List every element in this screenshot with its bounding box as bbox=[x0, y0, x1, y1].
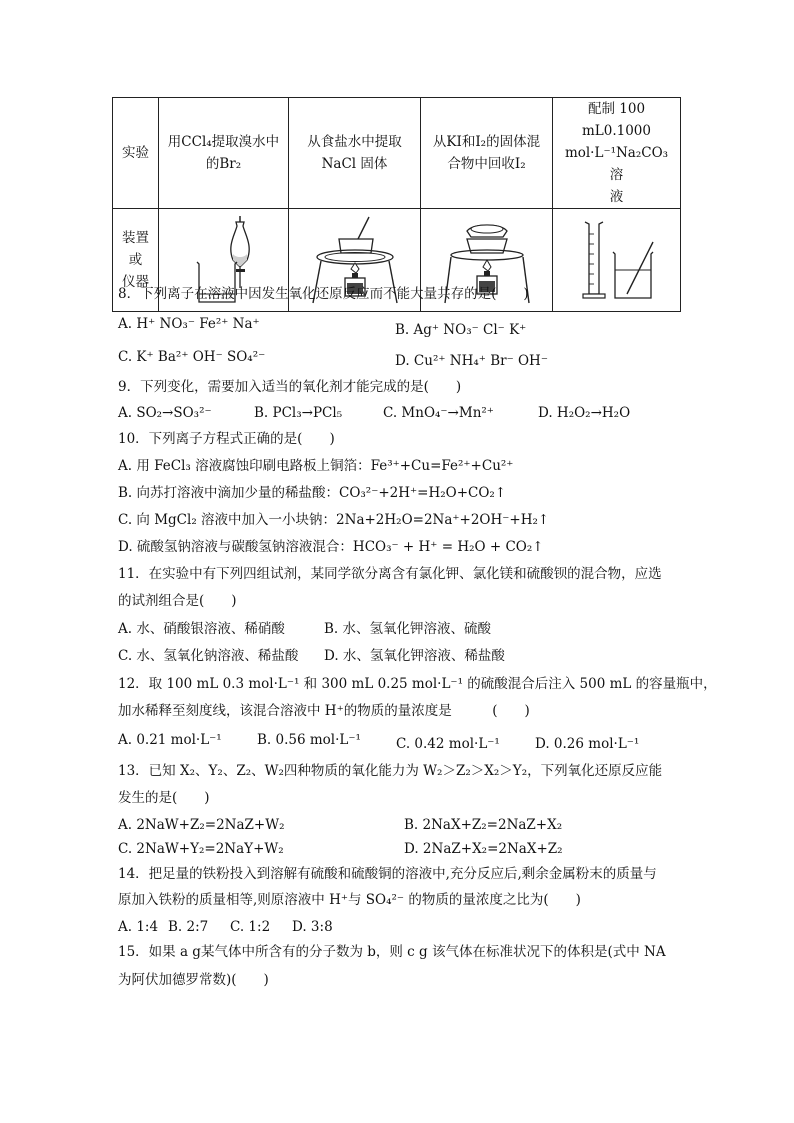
q11-stem-line2: 的试剂组合是( ) bbox=[118, 593, 237, 609]
q15-stem-line1: 15．如果 a g某气体中所含有的分子数为 b，则 c g 该气体在标准状况下的体积是(式中 NA bbox=[118, 944, 666, 960]
q8-stem: 8．下列离子在溶液中因发生氧化还原反应而不能大量共存的是( ) bbox=[118, 286, 529, 302]
q11-option-a: A. 水、硝酸银溶液、稀硝酸 bbox=[118, 621, 285, 637]
q10-option-d: D. 硫酸氢钠溶液与碳酸氢钠溶液混合：HCO₃⁻ + H⁺ = H₂O + CO₂↑ bbox=[118, 539, 544, 555]
q13-option-c: C. 2NaW+Y₂=2NaY+W₂ bbox=[118, 841, 284, 857]
q10-option-c: C. 向 MgCl₂ 溶液中加入一小块钠：2Na+2H₂O=2Na⁺+2OH⁻+H₂↑ bbox=[118, 512, 550, 528]
q9-option-a: A. SO₂→SO₃²⁻ bbox=[118, 405, 212, 421]
q10-option-b: B. 向苏打溶液中滴加少量的稀盐酸：CO₃²⁻+2H⁺=H₂O+CO₂↑ bbox=[118, 485, 507, 501]
q10-option-a: A. 用 FeCl₃ 溶液腐蚀印刷电路板上铜箔：Fe³⁺+Cu=Fe²⁺+Cu²⁺ bbox=[118, 458, 514, 474]
cell-ccl4-extraction: 用CCl₄提取溴水中 的Br₂ bbox=[159, 98, 289, 209]
q8-option-c: C. K⁺ Ba²⁺ OH⁻ SO₄²⁻ bbox=[118, 349, 266, 365]
cell-nacl-extraction: 从食盐水中提取 NaCl 固体 bbox=[289, 98, 421, 209]
experiment-table bbox=[112, 97, 681, 312]
q9-option-c: C. MnO₄⁻→Mn²⁺ bbox=[383, 405, 494, 421]
q12-option-c: C. 0.42 mol·L⁻¹ bbox=[396, 736, 500, 752]
q9-stem: 9．下列变化，需要加入适当的氧化剂才能完成的是( ) bbox=[118, 379, 462, 395]
q14-stem-line2: 原加入铁粉的质量相等,则原溶液中 H⁺与 SO₄²⁻ 的物质的量浓度之比为( ) bbox=[118, 892, 581, 908]
q11-option-d: D. 水、氢氧化钾溶液、稀盐酸 bbox=[324, 648, 505, 664]
q14-option-d: D. 3:8 bbox=[292, 919, 333, 935]
q13-option-a: A. 2NaW+Z₂=2NaZ+W₂ bbox=[118, 817, 285, 833]
q12-stem-line1: 12．取 100 mL 0.3 mol·L⁻¹ 和 300 mL 0.25 mol·L⁻¹ 的硫酸混合后注入 500 mL 的容量瓶中， bbox=[118, 676, 717, 692]
q10-stem: 10．下列离子方程式正确的是( ) bbox=[118, 431, 335, 447]
q12-option-d: D. 0.26 mol·L⁻¹ bbox=[535, 736, 640, 752]
volumetric-apparatus bbox=[553, 209, 681, 312]
q12-option-a: A. 0.21 mol·L⁻¹ bbox=[118, 732, 222, 748]
q11-option-b: B. 水、氢氧化钾溶液、硫酸 bbox=[324, 621, 492, 637]
q13-option-d: D. 2NaZ+X₂=2NaX+Z₂ bbox=[404, 841, 563, 857]
q15-stem-line2: 为阿伏加德罗常数)( ) bbox=[118, 972, 269, 988]
q11-stem-line1: 11．在实验中有下列四组试剂，某同学欲分离含有氯化钾、氯化镁和硫酸钡的混合物，应选 bbox=[118, 566, 662, 582]
q14-option-b: B. 2:7 bbox=[168, 919, 209, 935]
q12-option-b: B. 0.56 mol·L⁻¹ bbox=[257, 732, 361, 748]
q11-option-c: C. 水、氢氧化钠溶液、稀盐酸 bbox=[118, 648, 299, 664]
q8-option-b: B. Ag⁺ NO₃⁻ Cl⁻ K⁺ bbox=[395, 322, 527, 338]
q14-option-c: C. 1:2 bbox=[230, 919, 271, 935]
q9-option-d: D. H₂O₂→H₂O bbox=[538, 405, 631, 421]
row-header-experiment: 实验 bbox=[113, 98, 159, 209]
q12-stem-line2: 加水稀释至刻度线，该混合溶液中 H⁺的物质的量浓度是 ( ) bbox=[118, 703, 530, 719]
q14-stem-line1: 14．把足量的铁粉投入到溶解有硫酸和硫酸铜的溶液中,充分反应后,剩余金属粉末的质量与 bbox=[118, 866, 657, 882]
q13-option-b: B. 2NaX+Z₂=2NaZ+X₂ bbox=[404, 817, 563, 833]
row-header-apparatus: 装置 或 仪器 bbox=[113, 209, 159, 312]
q8-option-a: A. H⁺ NO₃⁻ Fe²⁺ Na⁺ bbox=[118, 316, 260, 332]
q14-option-a: A. 1:4 bbox=[118, 919, 159, 935]
q13-stem-line1: 13．已知 X₂、Y₂、Z₂、W₂四种物质的氧化能力为 W₂＞Z₂＞X₂＞Y₂，下列氧化还原反应能 bbox=[118, 763, 663, 779]
cell-iodine-recovery: 从KI和I₂的固体混 合物中回收I₂ bbox=[421, 98, 553, 209]
cell-solution-prep: 配制 100 mL0.1000 mol·L⁻¹Na₂CO₃ 溶 液 bbox=[553, 98, 681, 209]
q8-option-d: D. Cu²⁺ NH₄⁺ Br⁻ OH⁻ bbox=[395, 353, 548, 369]
graduated-cylinder-beaker-icon bbox=[567, 214, 667, 306]
q13-stem-line2: 发生的是( ) bbox=[118, 790, 210, 806]
q9-option-b: B. PCl₃→PCl₅ bbox=[254, 405, 343, 421]
